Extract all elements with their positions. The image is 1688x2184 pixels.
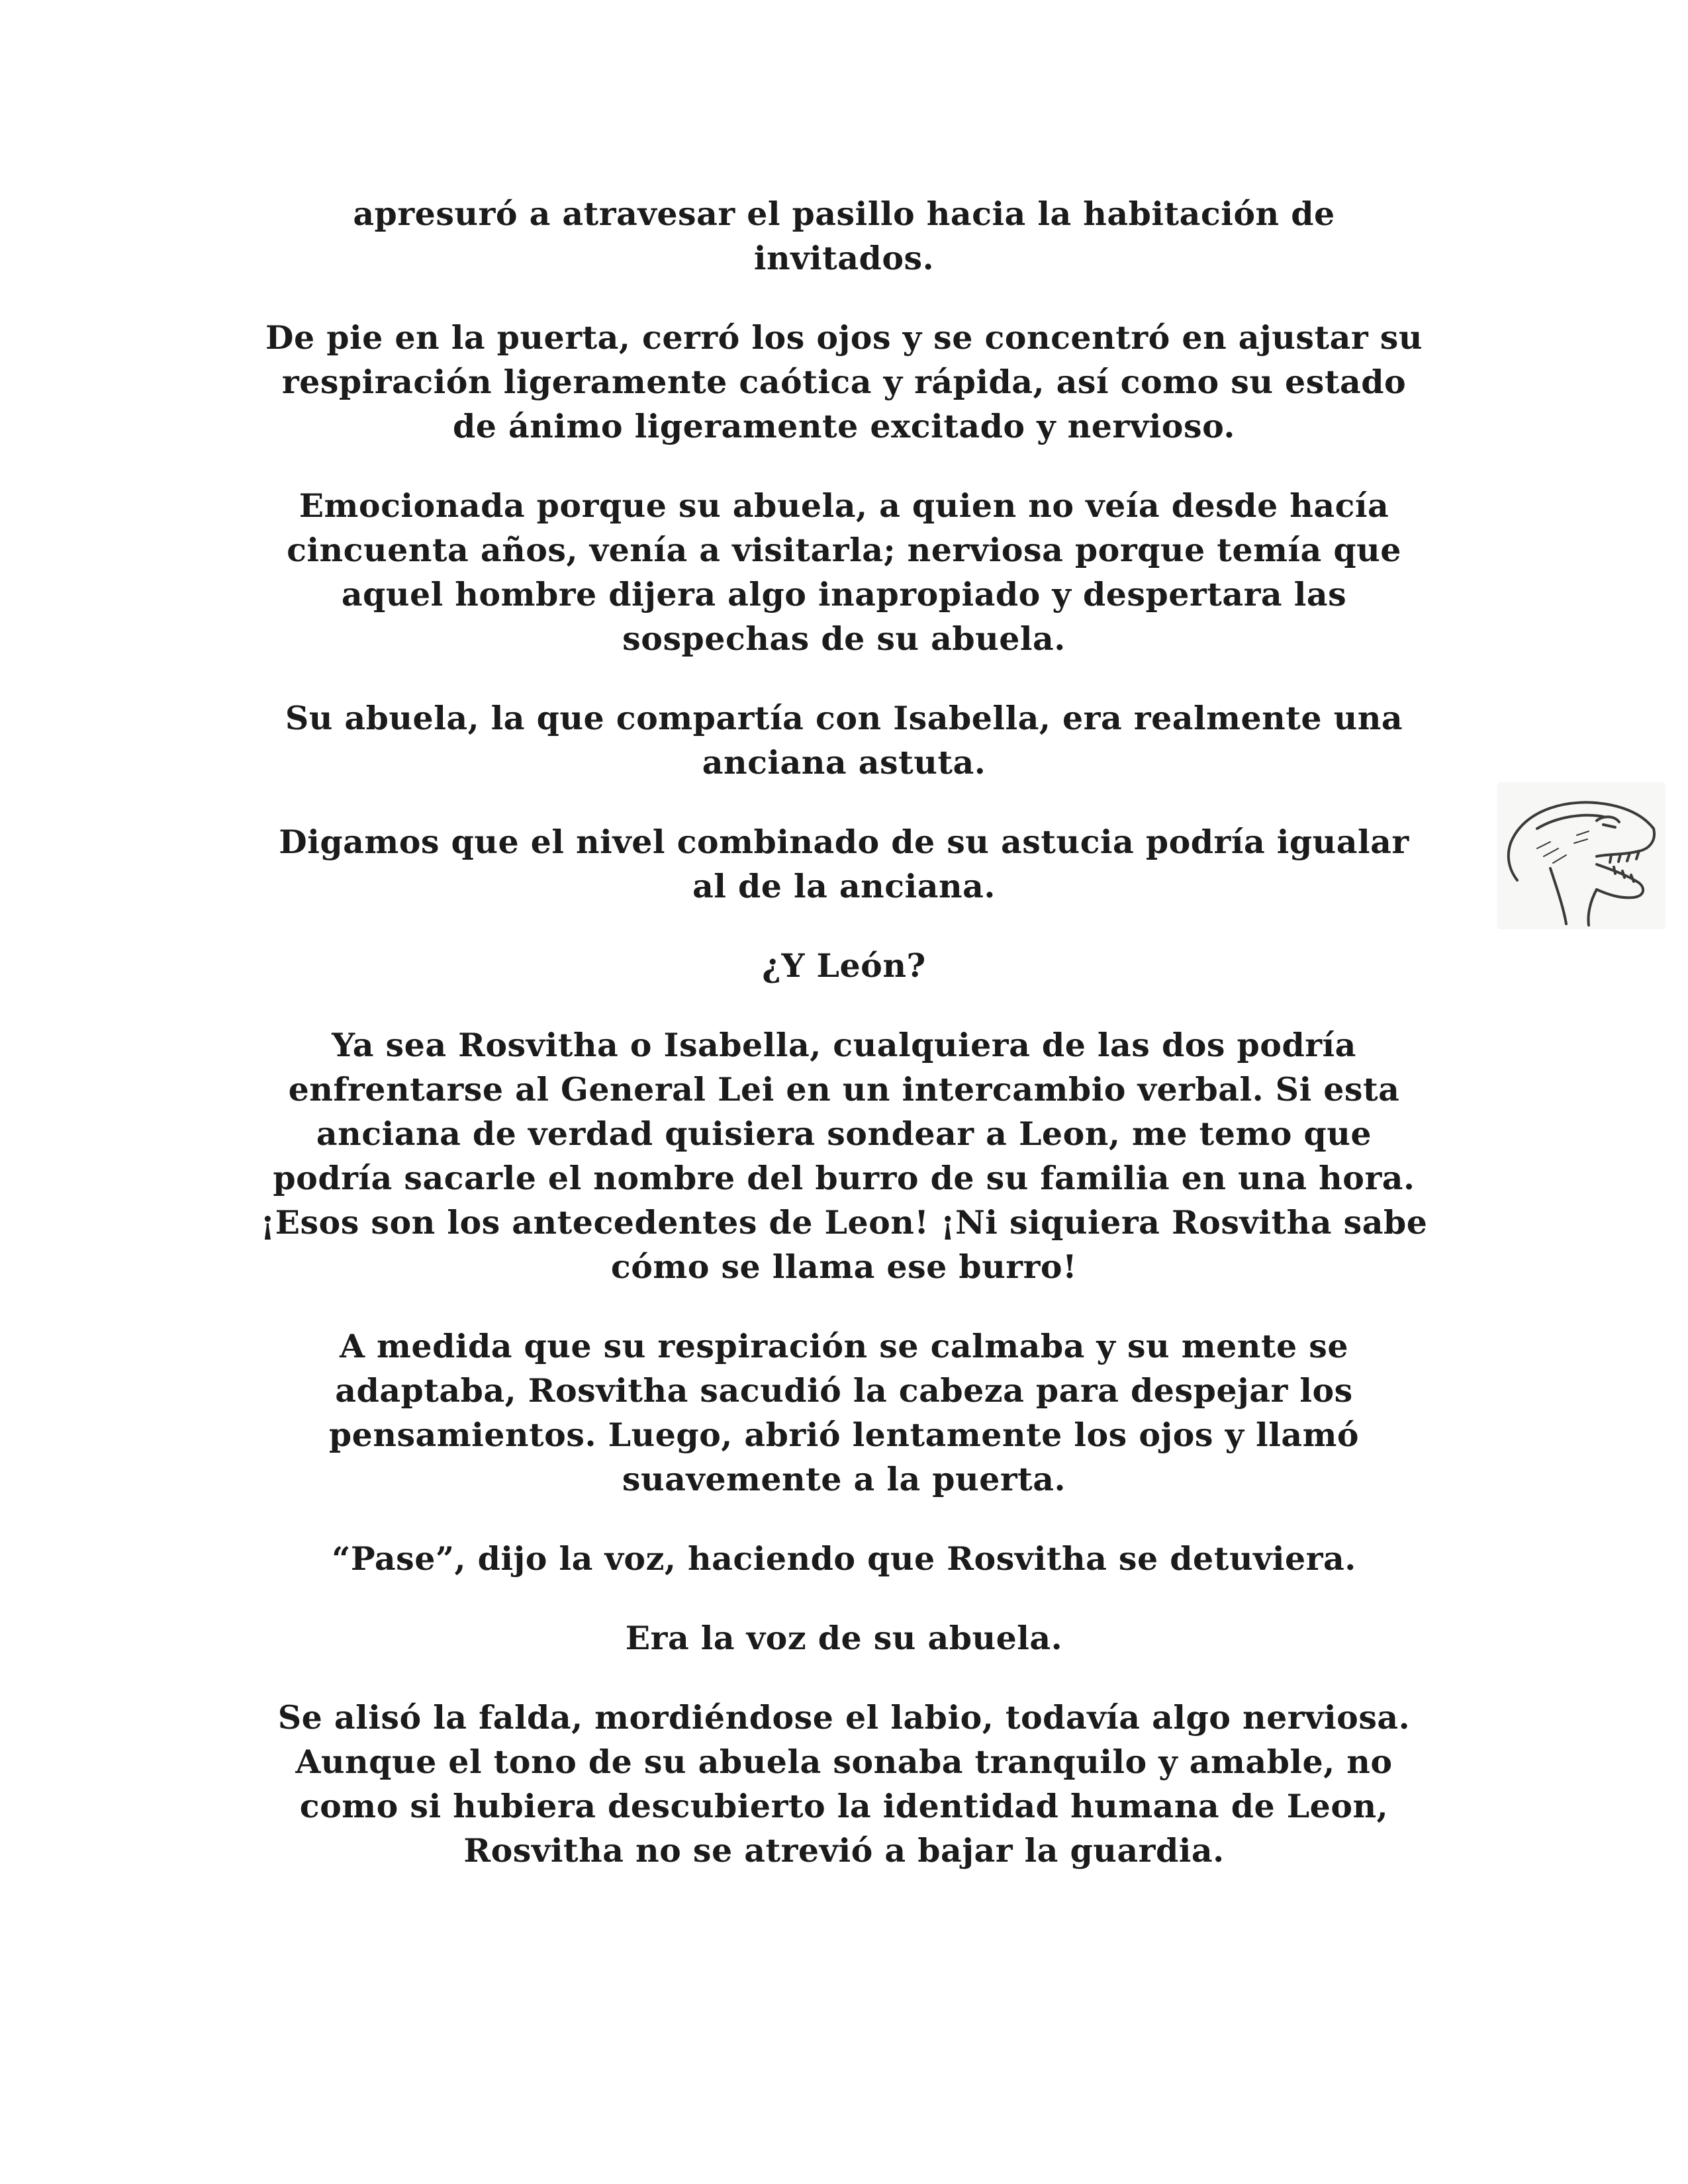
paragraph-8: A medida que su respiración se calmaba y su mente se adaptaba, Rosvitha sacudió la cabeza para despejar los pensamientos. Luego, abrió lentamente los ojos y llamó suavemente a la puerta. — [328, 1327, 1360, 1498]
dinosaur-head-sketch-icon — [1497, 782, 1665, 929]
paragraph-10: Era la voz de su abuela. — [625, 1619, 1063, 1657]
paragraph-9: “Pase”, dijo la voz, haciendo que Rosvitha se detuviera. — [332, 1539, 1356, 1578]
paragraph-11: Se alisó la falda, mordiéndose el labio, todavía algo nerviosa. Aunque el tono de su abuela sonaba tranquilo y amable, no como si hubiera descubierto la identidad humana de Leon, Rosvitha no se atrevió a bajar la guardia. — [277, 1698, 1411, 1870]
paragraph-6: ¿Y León? — [762, 946, 926, 985]
paragraph-3: Emocionada porque su abuela, a quien no veía desde hacía cincuenta años, venía a visitarla; nerviosa porque temía que aquel hombre dijera algo inapropiado y despertara las sospechas de su abuela. — [287, 486, 1401, 658]
paragraph-2: De pie en la puerta, cerró los ojos y se concentró en ajustar su respiración ligeramente caótica y rápida, así como su estado de ánimo ligeramente excitado y nervioso. — [265, 318, 1423, 445]
paragraph-1: apresuró a atravesar el pasillo hacia la habitación de invitados. — [353, 195, 1335, 277]
paragraph-5: Digamos que el nivel combinado de su astucia podría igualar al de la anciana. — [279, 823, 1409, 905]
paragraph-4: Su abuela, la que compartía con Isabella, era realmente una anciana astuta. — [285, 699, 1403, 782]
body-text — [225, 192, 1463, 1908]
paragraph-7: Ya sea Rosvitha o Isabella, cualquiera de las dos podría enfrentarse al General Lei en un intercambio verbal. Si esta anciana de verdad quisiera sondear a Leon, me temo que podría sacarle el nombre del burro de su familia en una hora. ¡Esos son los antecedentes de Leon! ¡Ni siquiera Rosvitha sabe cómo se llama ese burro! — [260, 1026, 1428, 1286]
